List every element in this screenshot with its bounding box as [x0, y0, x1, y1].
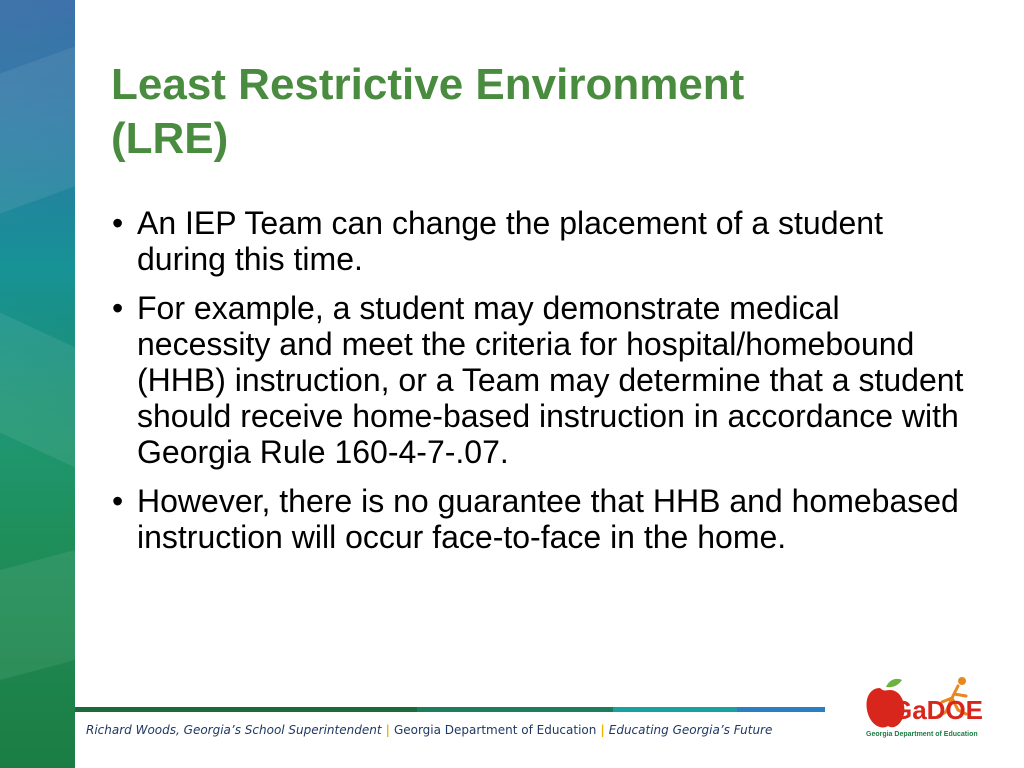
footer-department: Georgia Department of Education — [393, 723, 597, 737]
bullet-text: However, there is no guarantee that HHB and homebased instruction will occur face-to-face in the home. — [137, 483, 959, 555]
footer-credits — [86, 723, 772, 737]
side-panel-facet — [0, 550, 75, 680]
footer-superintendent: Richard Woods, Georgia’s School Superintendent — [86, 723, 382, 737]
slide-title-line-1: Least Restrictive Environment — [111, 60, 745, 109]
bullet-dot-icon: • — [112, 205, 124, 241]
footer-motto: Educating Georgia’s Future — [608, 723, 773, 737]
slide-title — [111, 58, 971, 166]
bullet-text: An IEP Team can change the placement of a student during this time. — [137, 205, 883, 277]
slide-title-line-2: (LRE) — [111, 114, 229, 163]
bullet-item — [110, 205, 980, 277]
footer-bar-teal — [613, 707, 737, 712]
side-panel-facet — [0, 313, 75, 468]
footer-bar-blue — [737, 707, 825, 712]
logo-wordmark: GaDOE — [892, 695, 984, 725]
bullet-list — [110, 205, 980, 568]
bullet-dot-icon: • — [112, 290, 124, 326]
footer-separator: | — [385, 723, 390, 737]
footer-separator: | — [600, 723, 605, 737]
footer-bar-dark-green — [75, 707, 417, 712]
side-panel-facet — [0, 46, 75, 213]
bullet-item — [110, 483, 980, 555]
bullet-text: For example, a student may demonstrate medical necessity and meet the criteria for hospital/homebound (HHB) instruction, or a Team may determine that a student should receive home-based instruction in accordance with Georgia Rule 160-4-7-.07. — [137, 290, 964, 470]
logo-subtitle: Georgia Department of Education — [866, 731, 978, 738]
decorative-side-panel — [0, 0, 75, 768]
bullet-item — [110, 290, 980, 470]
bullet-dot-icon: • — [112, 483, 124, 519]
footer-bar-green — [417, 707, 613, 712]
gadoe-logo — [862, 672, 992, 742]
